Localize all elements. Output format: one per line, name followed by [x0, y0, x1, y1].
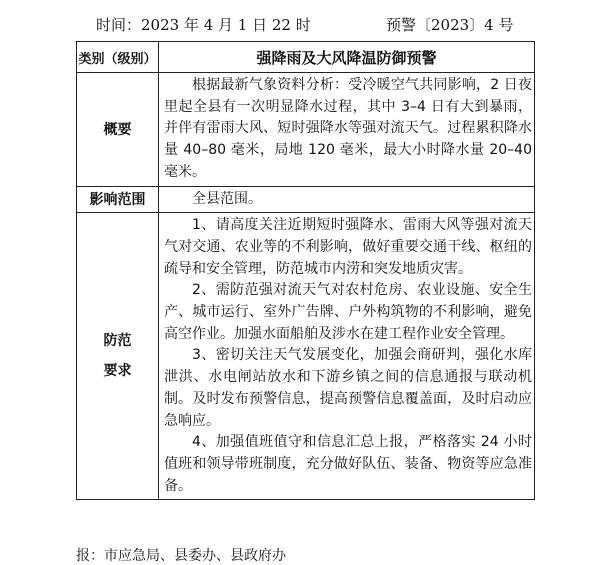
requirement-item: 2、需防范强对流天气对农村危房、农业设施、安全生产、城市运行、室外广告牌、户外构筑物的不利影响，避免高空作业。加强水面船舶及涉水在建工程作业安全管理。	[164, 282, 532, 342]
requirements-label	[77, 213, 159, 500]
overview-label: 概要	[77, 73, 159, 187]
document-header	[0, 12, 607, 36]
overview-content	[159, 73, 535, 187]
warning-number: 预警〔2023〕4 号	[386, 16, 514, 34]
requirements-label-line1: 防范	[103, 333, 132, 350]
requirements-content	[159, 213, 535, 500]
requirements-row	[77, 213, 535, 500]
issue-time: 时间：2023 年 4 月 1 日 22 时	[96, 16, 311, 34]
scope-row	[77, 186, 535, 213]
requirement-item: 3、密切关注天气发展变化，加强会商研判，强化水库泄洪、水电闸站放水和下游乡镇之间的信息通报与联动机制。及时发布预警信息，提高预警信息覆盖面，及时启动应急响应。	[164, 347, 532, 429]
warning-table	[76, 41, 535, 500]
category-label: 类别（级别）	[77, 42, 159, 73]
overview-text: 根据最新气象资料分析：受冷暖空气共同影响，2 日夜里起全县有一次明显降水过程，其中 3–4 日有大到暴雨，并伴有雷雨大风、短时强降水等强对流天气。过程累积降水量 40–80 毫米，局地 120 毫米，最大小时降水量 20–40 毫米。	[164, 77, 532, 180]
overview-row	[77, 73, 535, 187]
scope-label: 影响范围	[77, 186, 159, 213]
requirement-item: 4、加强值班值守和信息汇总上报，严格落实 24 小时值班和领导带班制度，充分做好队伍、装备、物资等应急准备。	[164, 434, 532, 494]
requirement-item: 1、请高度关注近期短时强降水、雷雨大风等强对流天气对交通、农业等的不利影响，做好重要交通干线、枢纽的疏导和安全管理，防范城市内涝和突发地质灾害。	[164, 217, 532, 277]
distribution-line: 报：市应急局、县委办、县政府办	[76, 548, 286, 564]
scope-content	[159, 186, 535, 213]
warning-title: 强降雨及大风降温防御预警	[159, 42, 535, 73]
requirements-label-line2: 要求	[103, 363, 132, 380]
title-row	[77, 42, 535, 73]
scope-text: 全县范围。	[192, 190, 262, 207]
